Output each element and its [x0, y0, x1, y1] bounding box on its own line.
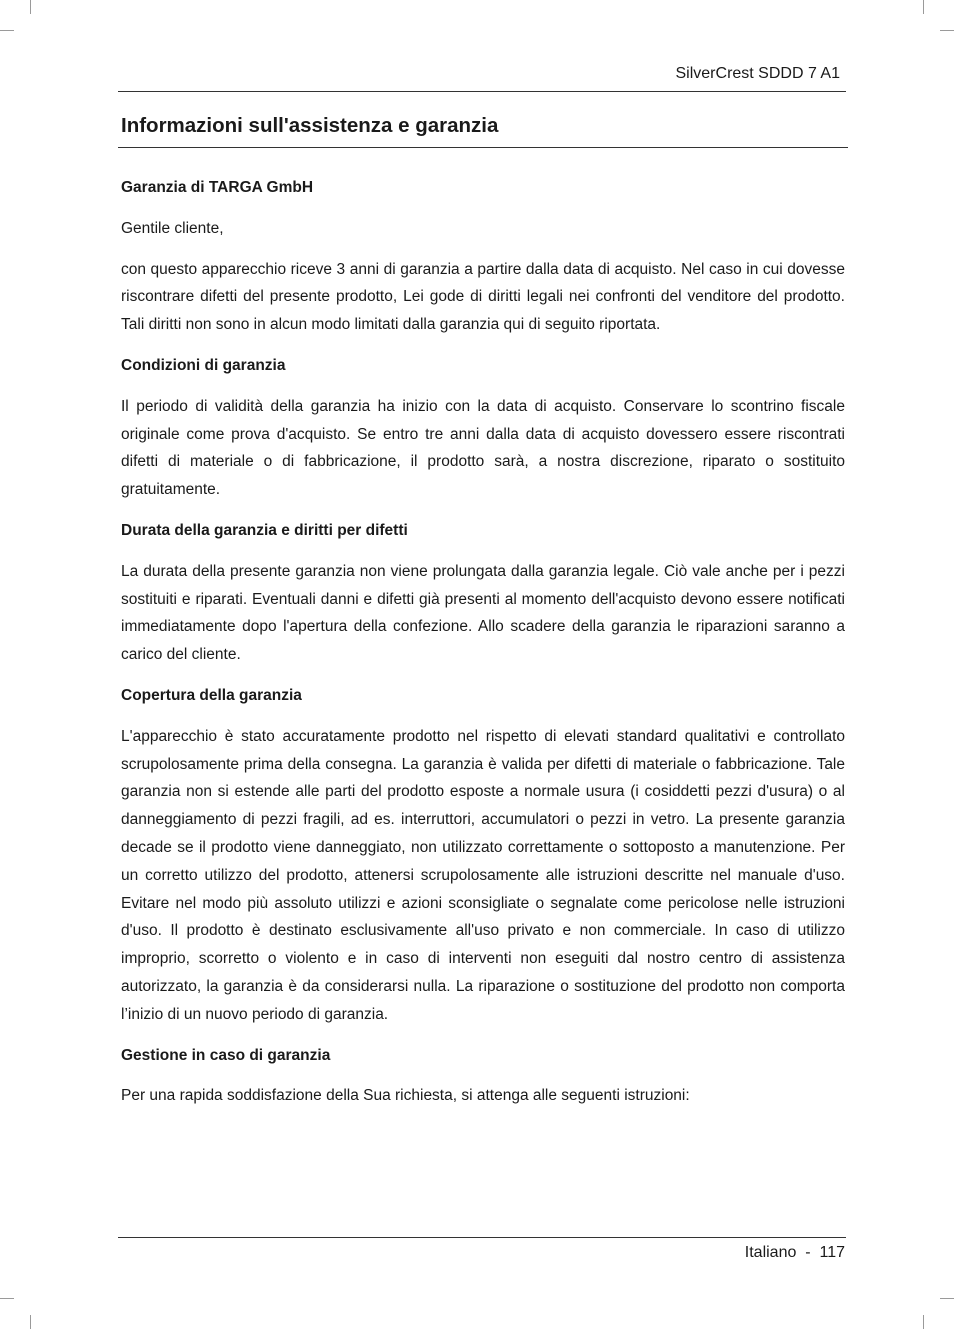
- section-heading-handling: Gestione in caso di garanzia: [121, 1046, 331, 1064]
- section-heading-conditions: Condizioni di garanzia: [121, 356, 286, 374]
- paragraph-conditions: Il periodo di validità della garanzia ha inizio con la data di acquisto. Conservare lo scontrino fiscale originale come prova d'acquisto. Se entro tre anni dalla data di acquisto dovessero essere riscontrati difetti di materiale o di fabbricazione, il prodotto sarà, a nostra discrezione, riparato o sostituito gratuitamente.: [121, 397, 845, 499]
- crop-mark: [0, 1298, 14, 1299]
- header-rule: [118, 91, 846, 92]
- greeting: Gentile cliente,: [121, 219, 224, 237]
- crop-mark: [30, 0, 31, 14]
- section-heading-duration: Durata della garanzia e diritti per difetti: [121, 521, 408, 539]
- crop-mark: [923, 1315, 924, 1329]
- crop-mark: [940, 1298, 954, 1299]
- title-rule: [118, 147, 848, 148]
- paragraph-duration: La durata della presente garanzia non viene prolungata dalla garanzia legale. Ciò vale anche per i pezzi sostituiti e riparati. Eventuali danni e difetti già presenti al momento dell'acquisto devono essere notificati immediatamente dopo l'apertura della confezione. Allo scadere della garanzia le riparazioni saranno a carico del cliente.: [121, 562, 845, 664]
- footer-language: Italiano: [744, 1244, 797, 1261]
- crop-mark: [923, 0, 924, 14]
- paragraph-intro: con questo apparecchio riceve 3 anni di garanzia a partire dalla data di acquisto. Nel caso in cui dovesse riscontrare difetti del presente prodotto, Lei gode di diritti legali nei confronti del venditore del prodotto. Tali diritti non sono in alcun modo limitati dalla garanzia qui di seguito riportata.: [121, 260, 845, 334]
- paragraph-handling: Per una rapida soddisfazione della Sua richiesta, si attenga alle seguenti istruzioni:: [121, 1087, 690, 1105]
- crop-mark: [940, 30, 954, 31]
- footer-rule: [118, 1237, 846, 1238]
- crop-mark: [30, 1315, 31, 1329]
- page-footer: [745, 1243, 845, 1263]
- paragraph-coverage: L'apparecchio è stato accuratamente prodotto nel rispetto di elevati standard qualitativi e controllato scrupolosamente prima della consegna. La garanzia è valida per difetti di materiale o fabbricazione. Tale garanzia non si estende alle parti del prodotto esposte a normale usura (i cosiddetti pezzi d'usura) o al danneggiamento di pezzi fragili, ad es. interruttori, accumulatori o pezzi in vetro. La presente garanzia decade se il prodotto viene danneggiato, non utilizzato correttamente o sottoposto a manutenzione. Per un corretto utilizzo del prodotto, attenersi scrupolosamente alle istruzioni descritte nel manuale d'uso. Evitare nel modo più assoluto utilizzi e azioni sconsigliate o segnalate come pericolose nelle istruzioni d'uso. Il prodotto è destinato esclusivamente all'uso privato e non commerciale. In caso di utilizzo improprio, scorretto o violento e in caso di interventi non eseguiti dal nostro centro di assistenza autorizzato, la garanzia è da considerarsi nulla. La riparazione o sostituzione del prodotto non comporta l’inizio di un nuovo periodo di garanzia.: [121, 727, 845, 1023]
- page-number: 117: [819, 1244, 845, 1261]
- page-title: Informazioni sull'assistenza e garanzia: [121, 114, 499, 137]
- footer-separator: -: [805, 1244, 811, 1261]
- section-heading-intro: Garanzia di TARGA GmbH: [121, 179, 314, 196]
- document-body: [121, 174, 845, 1123]
- header-brand: SilverCrest SDDD 7 A1: [675, 65, 840, 82]
- crop-mark: [0, 30, 14, 31]
- section-heading-coverage: Copertura della garanzia: [121, 686, 302, 704]
